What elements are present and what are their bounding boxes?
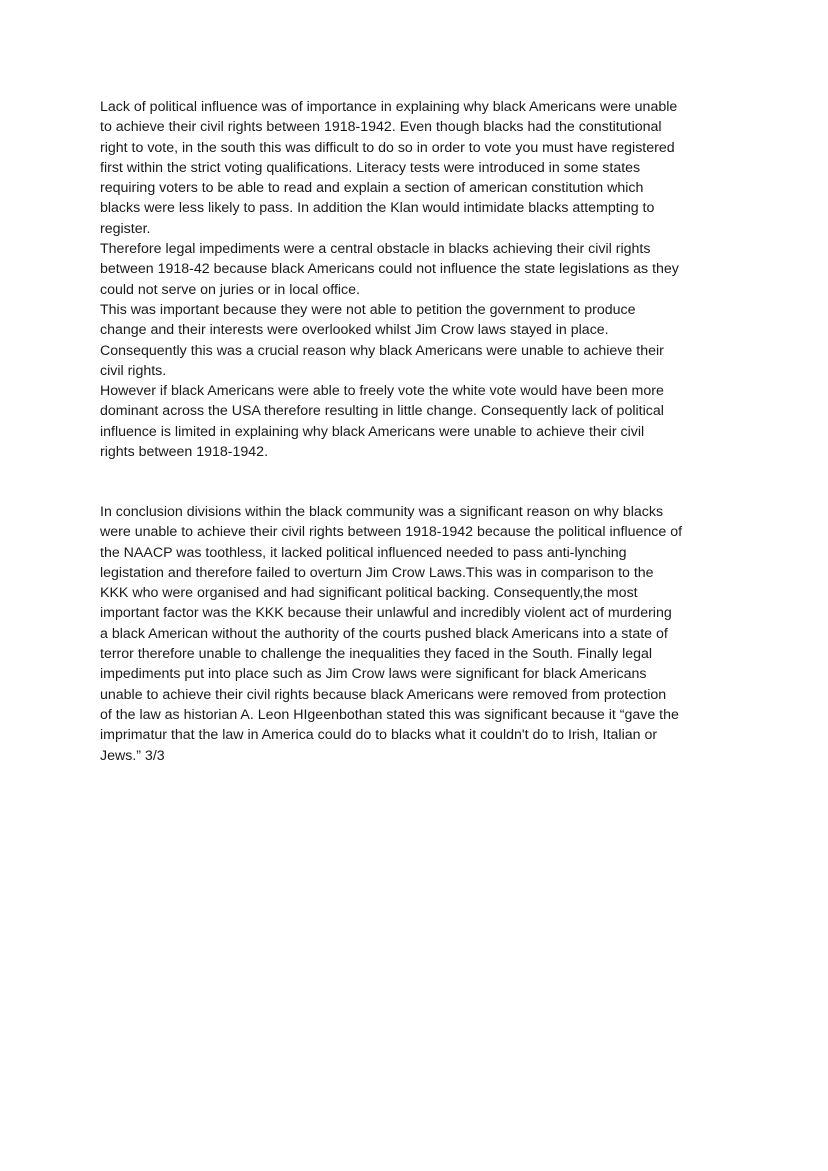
text-line: legistation and therefore failed to overturn Jim Crow Laws.This was in comparison to the xyxy=(100,564,654,581)
text-line: rights between 1918-1942. xyxy=(100,444,269,461)
text-line: imprimatur that the law in America could do to blacks what it couldn't do to Irish, Italian or xyxy=(100,727,658,744)
text-line: This was important because they were not able to petition the government to produce xyxy=(100,301,636,318)
text-line: impediments put into place such as Jim Crow laws were significant for black Americans xyxy=(100,666,647,683)
text-line: requiring voters to be able to read and explain a section of american constitution which xyxy=(100,180,644,197)
text-line: first within the strict voting qualifications. Literacy tests were introduced in some states xyxy=(100,159,641,176)
text-line: Jews.” 3/3 xyxy=(100,747,165,764)
text-line: Therefore legal impediments were a central obstacle in blacks achieving their civil rights xyxy=(100,241,651,258)
text-line: Consequently this was a crucial reason why black Americans were unable to achieve their xyxy=(100,342,664,359)
text-line: KKK who were organised and had significant political backing. Consequently,the most xyxy=(100,585,638,602)
text-line: the NAACP was toothless, it lacked political influenced needed to pass anti-lynching xyxy=(100,544,627,561)
text-line: influence is limited in explaining why black Americans were unable to achieve their civil xyxy=(100,423,645,440)
text-line: a black American without the authority of the courts pushed black Americans into a state of xyxy=(100,625,668,642)
text-line: could not serve on juries or in local office. xyxy=(100,281,360,298)
text-line: right to vote, in the south this was difficult to do so in order to vote you must have registered xyxy=(100,139,675,156)
text-line: important factor was the KKK because their unlawful and incredibly violent act of murdering xyxy=(100,605,672,622)
text-line: terror therefore unable to challenge the inequalities they faced in the South. Finally legal xyxy=(100,646,653,663)
text-line: of the law as historian A. Leon HIgeenbothan stated this was significant because it “gave the xyxy=(100,706,679,723)
text-line: civil rights. xyxy=(100,362,167,379)
paragraph-conclusion xyxy=(100,502,740,766)
text-line: to achieve their civil rights between 1918-1942. Even though blacks had the constitutional xyxy=(100,119,662,136)
text-line: In conclusion divisions within the black community was a significant reason on why blacks xyxy=(100,504,664,520)
paragraph-political-influence xyxy=(100,97,740,462)
text-line: were unable to achieve their civil rights between 1918-1942 because the political influence of xyxy=(100,524,683,541)
text-line: between 1918-42 because black Americans could not influence the state legislations as they xyxy=(100,261,679,278)
text-line: Lack of political influence was of importance in explaining why black Americans were unable xyxy=(100,99,678,115)
text-line: change and their interests were overlooked whilst Jim Crow laws stayed in place. xyxy=(100,322,609,339)
text-line: unable to achieve their civil rights because black Americans were removed from protection xyxy=(100,686,667,703)
text-line: register. xyxy=(100,220,151,237)
text-line: dominant across the USA therefore resulting in little change. Consequently lack of political xyxy=(100,403,664,420)
text-line: However if black Americans were able to freely vote the white vote would have been more xyxy=(100,383,664,400)
text-line: blacks were less likely to pass. In addition the Klan would intimidate blacks attempting to xyxy=(100,200,655,217)
